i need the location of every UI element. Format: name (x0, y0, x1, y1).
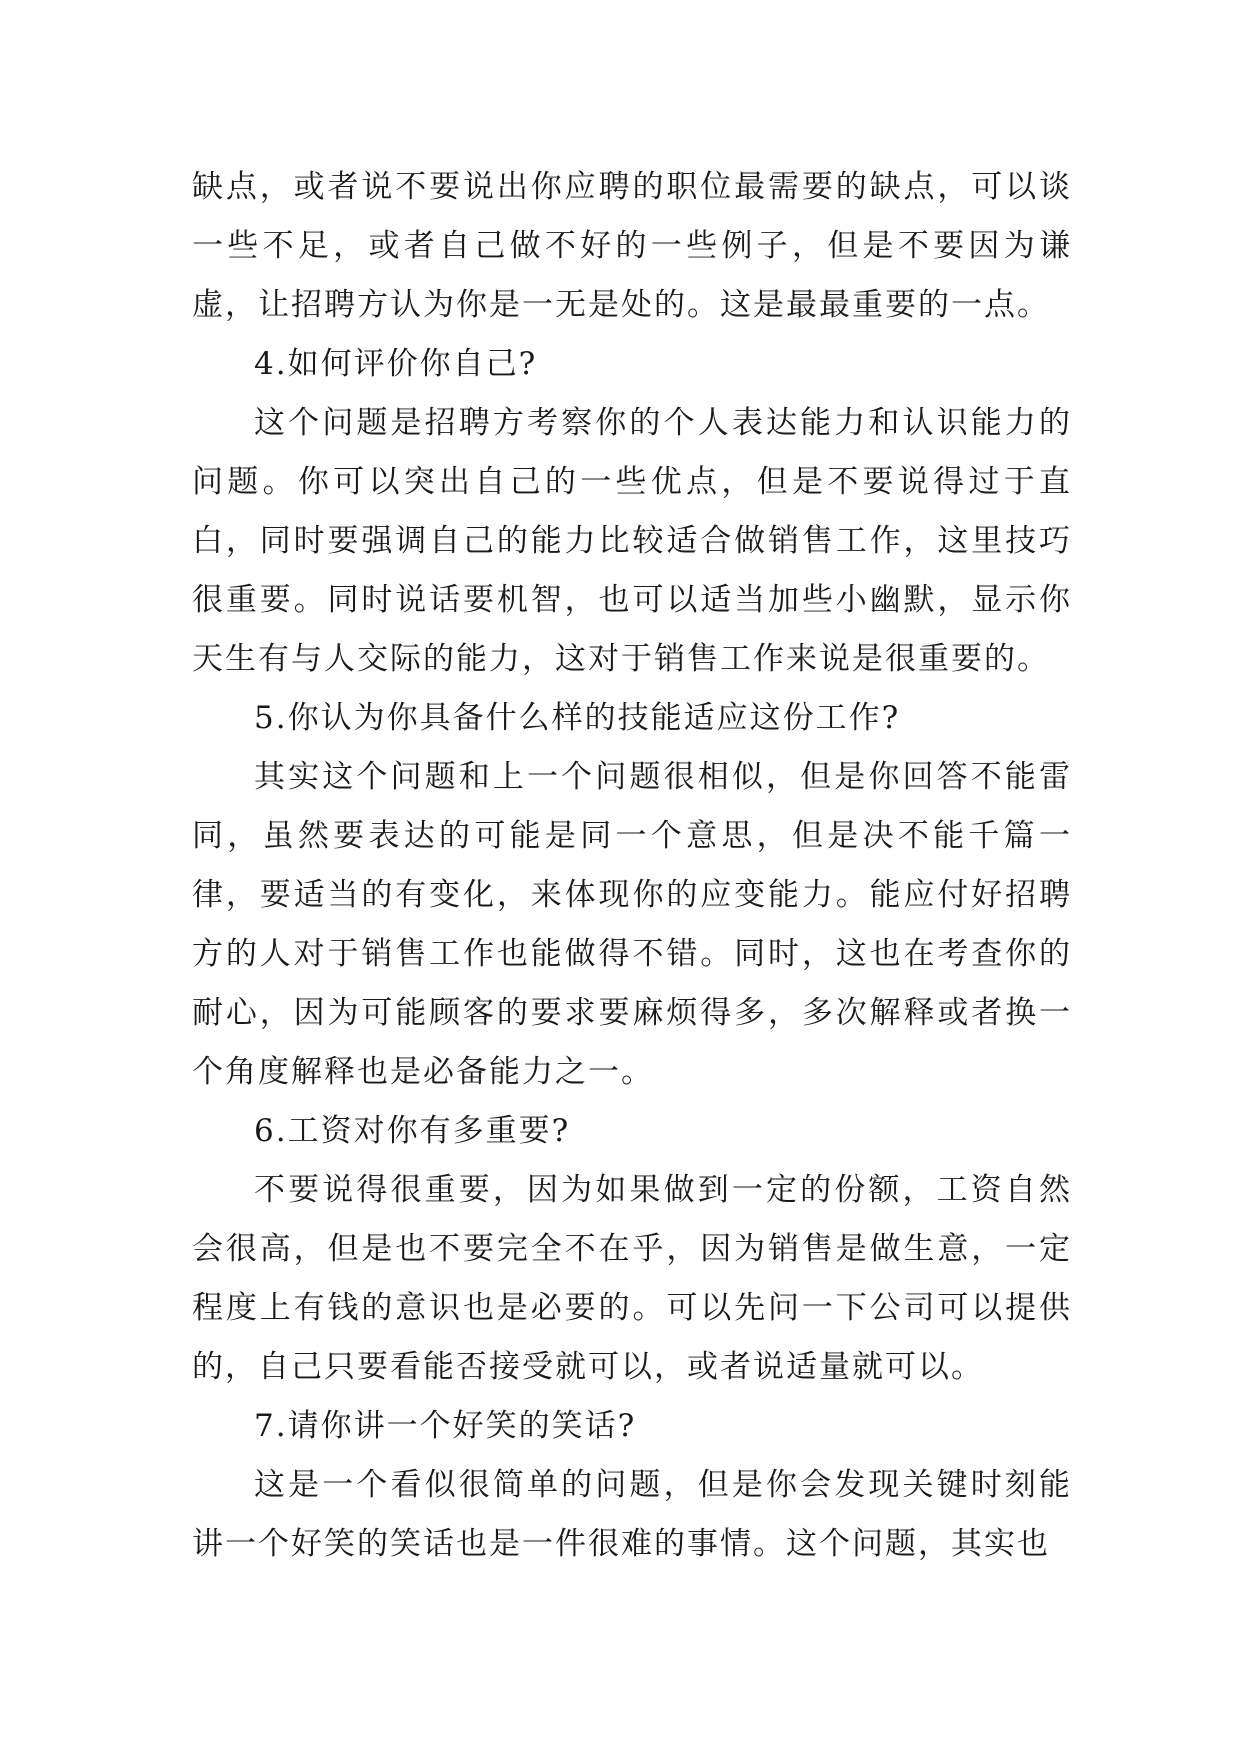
document-body (192, 158, 1072, 1574)
paragraph-continuation: 缺点，或者说不要说出你应聘的职位最需要的缺点，可以谈一些不足，或者自己做不好的一些例子，但是不要因为谦虚，让招聘方认为你是一无是处的。这是最最重要的一点。 (192, 169, 1072, 323)
answer-paragraph-7: 这是一个看似很简单的问题，但是你会发现关键时刻能讲一个好笑的笑话也是一件很难的事情。这个问题，其实也 (192, 1467, 1072, 1562)
question-heading-6: 6.工资对你有多重要? (254, 1113, 571, 1149)
answer-paragraph-6: 不要说得很重要，因为如果做到一定的份额，工资自然会很高，但是也不要完全不在乎，因为销售是做生意，一定程度上有钱的意识也是必要的。可以先问一下公司可以提供的，自己只要看能否接受就可以，或者说适量就可以。 (192, 1172, 1072, 1385)
question-heading-4: 4.如何评价你自己? (254, 346, 538, 382)
question-heading-5: 5.你认为你具备什么样的技能适应这份工作? (254, 700, 901, 736)
answer-paragraph-5: 其实这个问题和上一个问题很相似，但是你回答不能雷同，虽然要表达的可能是同一个意思，但是决不能千篇一律，要适当的有变化，来体现你的应变能力。能应付好招聘方的人对于销售工作也能做得不错。同时，这也在考查你的耐心，因为可能顾客的要求要麻烦得多，多次解释或者换一个角度解释也是必备能力之一。 (192, 759, 1072, 1090)
answer-paragraph-4: 这个问题是招聘方考察你的个人表达能力和认识能力的问题。你可以突出自己的一些优点，但是不要说得过于直白，同时要强调自己的能力比较适合做销售工作，这里技巧很重要。同时说话要机智，也可以适当加些小幽默，显示你天生有与人交际的能力，这对于销售工作来说是很重要的。 (192, 405, 1072, 677)
question-heading-7: 7.请你讲一个好笑的笑话? (254, 1408, 637, 1444)
